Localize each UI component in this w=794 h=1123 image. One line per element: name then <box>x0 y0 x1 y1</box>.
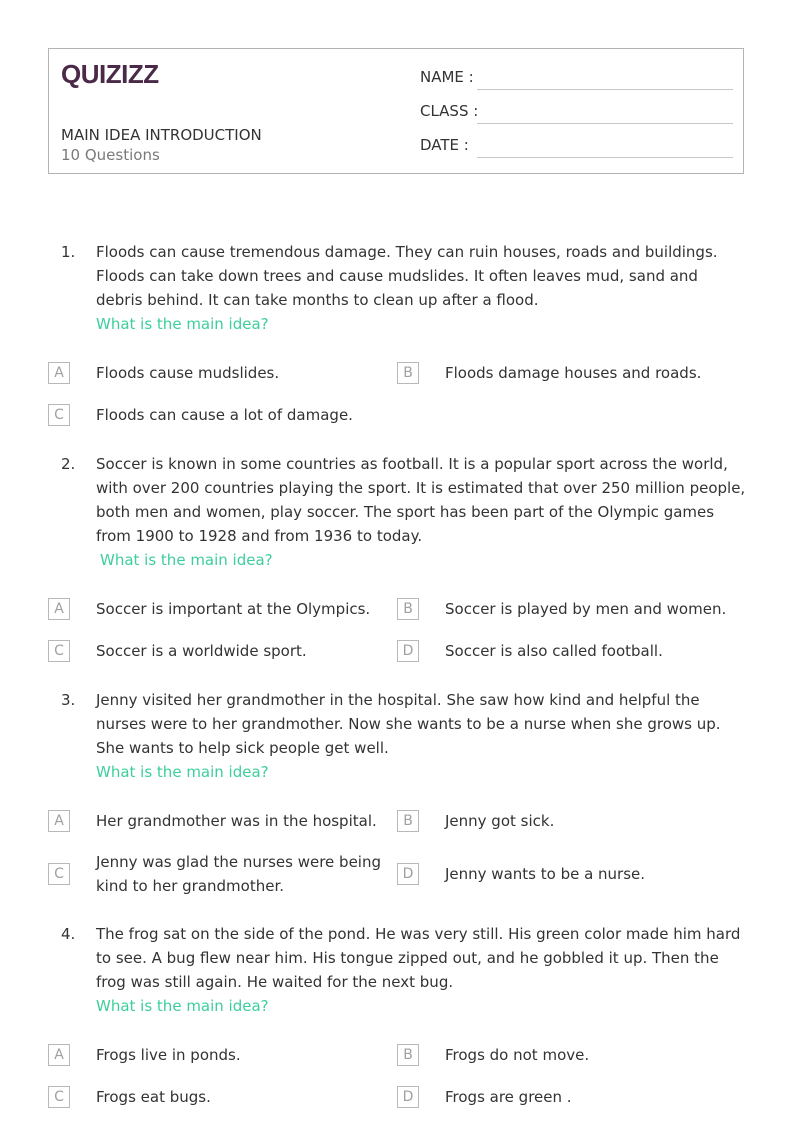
option-text[interactable]: Frogs are green . <box>445 1088 572 1106</box>
question-body: Soccer is known in some countries as football. It is a popular sport across the world, with over 200 countries playing the sport. It is estimated that over 250 million people, both men and women, play soccer. The sport has been part of the Olympic games from 1900 to 1928 and from 1936 to today. <box>96 455 746 545</box>
question-prompt: What is the main idea? <box>96 997 269 1015</box>
option-text[interactable]: Soccer is played by men and women. <box>445 600 727 618</box>
question-prompt: What is the main idea? <box>96 315 269 333</box>
option-text[interactable]: Floods can cause a lot of damage. <box>96 406 353 424</box>
option-letter[interactable]: C <box>48 640 70 662</box>
date-label: DATE : <box>420 136 469 154</box>
question-number: 1. <box>61 243 76 261</box>
question-text <box>96 452 746 572</box>
question-body: Jenny visited her grandmother in the hospital. She saw how kind and helpful the nurses were to her grandmother. Now she wants to be a nurse when she grows up. She wants to help sick people get well. <box>96 691 721 757</box>
class-line[interactable] <box>477 123 733 124</box>
option-letter[interactable]: A <box>48 598 70 620</box>
question-text <box>96 922 746 1018</box>
option-letter[interactable]: D <box>397 640 419 662</box>
question-text <box>96 688 746 784</box>
option-letter[interactable]: A <box>48 1044 70 1066</box>
option-letter[interactable]: D <box>397 1086 419 1108</box>
option-letter[interactable]: B <box>397 598 419 620</box>
option-letter[interactable]: C <box>48 863 70 885</box>
worksheet-title: MAIN IDEA INTRODUCTION <box>61 126 262 144</box>
option-letter[interactable]: B <box>397 362 419 384</box>
question-number: 2. <box>61 455 76 473</box>
option-letter[interactable]: D <box>397 863 419 885</box>
quizizz-logo: QUIZIZZ <box>61 59 159 89</box>
option-letter[interactable]: B <box>397 1044 419 1066</box>
option-text[interactable]: Floods damage houses and roads. <box>445 364 702 382</box>
option-letter[interactable]: C <box>48 404 70 426</box>
question-body: The frog sat on the side of the pond. He was very still. His green color made him hard to see. A bug flew near him. His tongue zipped out, and he gobbled it up. Then the frog was still again. He waited for the next bug. <box>96 925 741 991</box>
option-letter[interactable]: C <box>48 1086 70 1108</box>
option-letter[interactable]: A <box>48 810 70 832</box>
option-text[interactable]: Jenny was glad the nurses were being kind to her grandmother. <box>96 853 381 895</box>
option-text[interactable]: Frogs do not move. <box>445 1046 590 1064</box>
question-body: Floods can cause tremendous damage. They can ruin houses, roads and buildings. Floods can take down trees and cause mudslides. It often leaves mud, sand and debris behind. It can take months to clean up after a flood. <box>96 243 718 309</box>
option-letter[interactable]: A <box>48 362 70 384</box>
date-line[interactable] <box>477 157 733 158</box>
option-text[interactable]: Soccer is a worldwide sport. <box>96 642 307 660</box>
question-number: 4. <box>61 925 76 943</box>
option-text[interactable]: Floods cause mudslides. <box>96 364 280 382</box>
option-text[interactable]: Frogs eat bugs. <box>96 1088 211 1106</box>
option-letter[interactable]: B <box>397 810 419 832</box>
class-label: CLASS : <box>420 102 479 120</box>
question-text <box>96 240 746 336</box>
option-text[interactable]: Jenny wants to be a nurse. <box>445 865 646 883</box>
worksheet-header <box>48 48 744 174</box>
question-count: 10 Questions <box>61 146 160 164</box>
question-prompt: What is the main idea? <box>100 551 273 569</box>
question-number: 3. <box>61 691 76 709</box>
option-text[interactable]: Soccer is important at the Olympics. <box>96 600 371 618</box>
name-label: NAME : <box>420 68 474 86</box>
question-prompt: What is the main idea? <box>96 763 269 781</box>
option-text[interactable]: Frogs live in ponds. <box>96 1046 241 1064</box>
option-text[interactable]: Jenny got sick. <box>445 812 555 830</box>
option-text[interactable]: Soccer is also called football. <box>445 642 663 660</box>
option-text[interactable]: Her grandmother was in the hospital. <box>96 812 377 830</box>
name-line[interactable] <box>477 89 733 90</box>
